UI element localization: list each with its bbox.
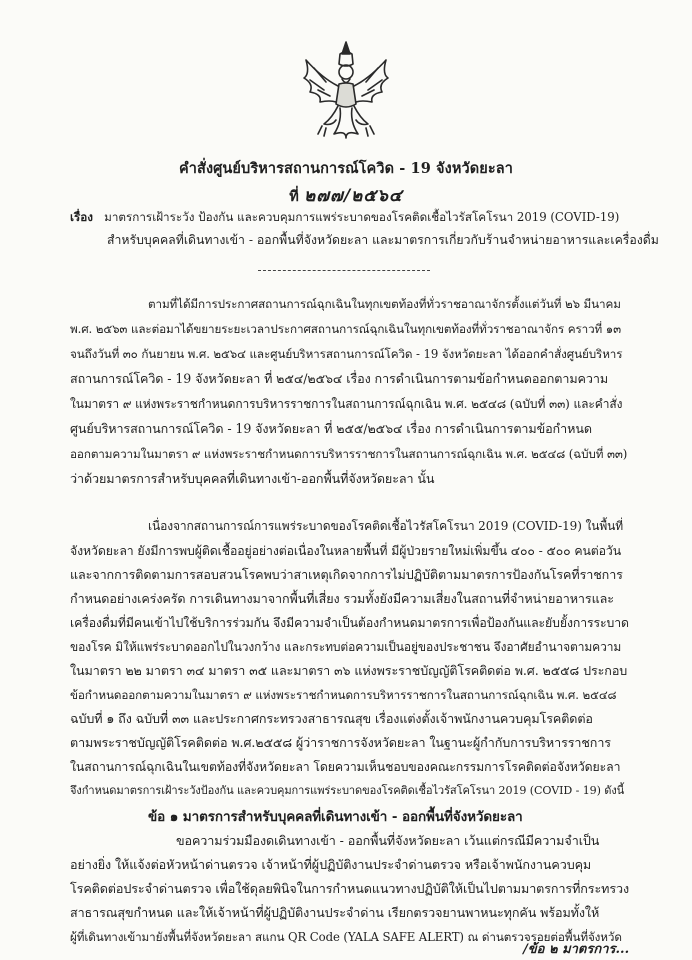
subject-text-2: สำหรับบุคคลที่เดินทางเข้า - ออกพื้นที่จังหวัดยะลา และมาตรการเกี่ยวกับร้านจำหน่ายอาหารและเครื่องดื่ม xyxy=(107,233,659,247)
para2-line: และจากการติดตามการสอบสวนโรคพบว่าสาเหตุเกิดจากการไม่ปฏิบัติตามมาตรการป้องกันโรคที่ราชการ xyxy=(70,567,623,582)
clause1-heading: ข้อ ๑ มาตรการสำหรับบุคคลที่เดินทางเข้า - ออกพื้นที่จังหวัดยะลา xyxy=(148,809,523,825)
continuation-marker: /ข้อ ๒ มาตรการ... xyxy=(523,942,630,957)
subject-label: เรื่อง xyxy=(70,210,93,224)
clause1-line: ขอความร่วมมืองดเดินทางเข้า - ออกพื้นที่จังหวัดยะลา เว้นแต่กรณีมีความจำเป็น xyxy=(176,833,600,848)
subject-text-1: มาตรการเฝ้าระวัง ป้องกัน และควบคุมการแพร่ระบาดของโรคติดเชื้อไวรัสโคโรนา 2019 (COVID-19) xyxy=(104,210,620,224)
para1-line: พ.ศ. ๒๕๖๓ และต่อมาได้ขยายระยะเวลาประกาศสถานการณ์ฉุกเฉินในทุกเขตท้องที่ทั่วราชอาณาจักร คราวที่ ๑๓ xyxy=(70,322,621,336)
order-number: ๒๗๗/๒๕๖๔ xyxy=(304,186,403,206)
para2-line: ของโรค มิให้แพร่ระบาดออกไปในวงกว้าง และกระทบต่อความเป็นอยู่ของประชาชน จึงอาศัยอำนาจตามความ xyxy=(70,640,622,654)
para2-line: กำหนดอย่างเคร่งครัด การเดินทางมาจากพื้นที่เสี่ยง รวมทั้งยังมีความเสี่ยงในสถานที่จำหน่ายอาหารและ xyxy=(70,591,614,606)
order-title: คำสั่งศูนย์บริหารสถานการณ์โควิด - 19 จังหวัดยะลา xyxy=(179,160,513,177)
separator-line xyxy=(258,270,430,271)
para1-line: ในมาตรา ๙ แห่งพระราชกำหนดการบริหารราชการในสถานการณ์ฉุกเฉิน พ.ศ. ๒๕๔๘ (ฉบับที่ ๓๓) และคำสั่ง xyxy=(70,397,623,411)
para2-line: ข้อกำหนดออกตามความในมาตรา ๙ แห่งพระราชกำหนดการบริหารราชการในสถานการณ์ฉุกเฉิน พ.ศ. ๒๕๔๘ xyxy=(70,688,617,702)
para1-line: ออกตามความในมาตรา ๙ แห่งพระราชกำหนดการบริหารราชการในสถานการณ์ฉุกเฉิน พ.ศ. ๒๕๔๘ (ฉบับที่ ๓๓) xyxy=(70,447,628,461)
para2-line: จังหวัดยะลา ยังมีการพบผู้ติดเชื้ออยู่อย่างต่อเนื่องในหลายพื้นที่ มีผู้ป่วยรายใหม่เพิ่มขึ้น ๔๐๐ - ๕๐๐ คนต่อวัน xyxy=(70,544,622,558)
para1-line: ว่าด้วยมาตรการสำหรับบุคคลที่เดินทางเข้า-ออกพื้นที่จังหวัดยะลา นั้น xyxy=(70,471,435,486)
para1-line: สถานการณ์โควิด - 19 จังหวัดยะลา ที่ ๒๕๔/๒๕๖๔ เรื่อง การดำเนินการตามข้อกำหนดออกตามความ xyxy=(70,371,609,386)
garuda-emblem-icon xyxy=(296,38,396,146)
para2-line: เครื่องดื่มที่มีคนเข้าไปใช้บริการร่วมกัน จึงมีความจำเป็นต้องกำหนดมาตรการเพื่อป้องกันและยับยั้งการระบาด xyxy=(70,616,629,630)
clause1-line: อย่างยิ่ง ให้แจ้งต่อหัวหน้าด่านตรวจ เจ้าหน้าที่ผู้ปฏิบัติงานประจำด่านตรวจ หรือเจ้าพนักงานควบคุม xyxy=(70,857,592,872)
para1-line: ศูนย์บริหารสถานการณ์โควิด - 19 จังหวัดยะลา ที่ ๒๕๕/๒๕๖๔ เรื่อง การดำเนินการตามข้อกำหนด xyxy=(70,421,592,436)
clause1-line: โรคติดต่อประจำด่านตรวจ เพื่อใช้ดุลยพินิจในการกำหนดแนวทางปฏิบัติให้เป็นไปตามมาตรการที่กระทรวง xyxy=(70,881,630,896)
order-number-line xyxy=(0,182,692,209)
para2-line: ฉบับที่ ๑ ถึง ฉบับที่ ๓๓ และประกาศกระทรวงสาธารณสุข เรื่องแต่งตั้งเจ้าพนักงานควบคุมโรคติดต่อ xyxy=(70,711,593,726)
clause1-line: สาธารณสุขกำหนด และให้เจ้าหน้าที่ผู้ปฏิบัติงานประจำด่าน เรียกตรวจยานพาหนะทุกคัน พร้อมทั้งให้ xyxy=(70,905,600,920)
para2-line: ตามพระราชบัญญัติโรคติดต่อ พ.ศ.๒๕๕๘ ผู้ว่าราชการจังหวัดยะลา ในฐานะผู้กำกับการบริหารราชการ xyxy=(70,735,611,750)
para2-line: เนื่องจากสถานการณ์การแพร่ระบาดของโรคติดเชื้อไวรัสโคโรนา 2019 (COVID-19) ในพื้นที่ xyxy=(148,519,624,533)
clause1-line: ผู้ที่เดินทางเข้ามายังพื้นที่จังหวัดยะลา สแกน QR Code (YALA SAFE ALERT) ณ ด่านตรวจรอยต่อพื้นที่จังหวัด xyxy=(70,930,622,944)
para2-line: ในมาตรา ๒๒ มาตรา ๓๔ มาตรา ๓๕ และมาตรา ๓๖ แห่งพระราชบัญญัติโรคติดต่อ พ.ศ. ๒๕๕๘ ประกอบ xyxy=(70,663,628,678)
para2-line: ในสถานการณ์ฉุกเฉินในเขตท้องที่จังหวัดยะลา โดยความเห็นชอบของคณะกรรมการโรคติดต่อจังหวัดยะลา xyxy=(70,760,621,774)
subject-line-1 xyxy=(70,206,630,229)
para2-line: จึงกำหนดมาตรการเฝ้าระวังป้องกัน และควบคุมการแพร่ระบาดของโรคติดเชื้อไวรัสโคโรนา 2019 (COVID - 19) ดังนี้ xyxy=(70,784,625,797)
order-prefix: ที่ xyxy=(289,188,299,205)
para1-line: จนถึงวันที่ ๓๐ กันยายน พ.ศ. ๒๕๖๔ และศูนย์บริหารสถานการณ์โควิด - 19 จังหวัดยะลา ได้ออกคำสั่งศูนย์บริหาร xyxy=(70,347,623,361)
para1-line: ตามที่ได้มีการประกาศสถานการณ์ฉุกเฉินในทุกเขตท้องที่ทั่วราชอาณาจักรตั้งแต่วันที่ ๒๖ มีนาคม xyxy=(148,297,621,311)
